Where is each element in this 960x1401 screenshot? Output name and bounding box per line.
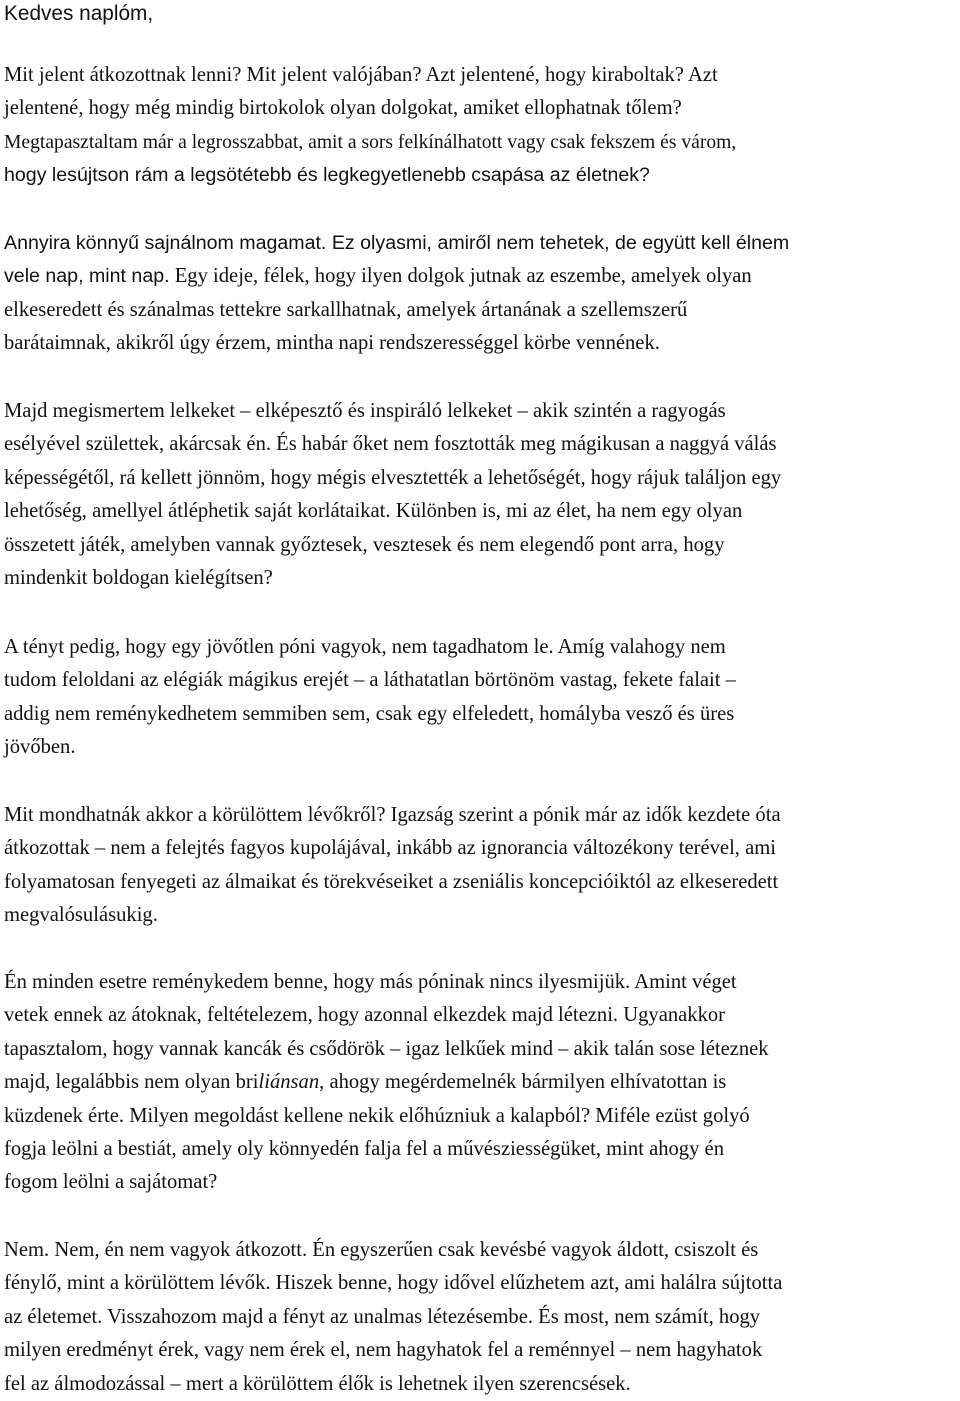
text-line: Nem. Nem, én nem vagyok átkozott. Én egyszerűen csak kevésbé vagyok áldott, csiszolt és [4,1239,759,1261]
paragraph-5 [4,799,781,933]
paragraph-3 [4,395,781,595]
text-line: addig nem reménykedhetem semmiben sem, csak egy elfeledett, homályba vesző és üres [4,702,735,725]
text-line: tapasztalom, hogy vannak kancák és csődörök – igaz lelkűek mind – akik talán sose léteznek [4,1037,769,1060]
text-run: Egy ideje, félek, hogy ilyen dolgok jutnak az eszembe, amelyek olyan [169,265,752,288]
text-line: barátaimnak, akikről úgy érzem, mintha napi rendszerességgel körbe vennének. [4,332,660,355]
text-line: összetett játék, amelyben vannak győztesek, vesztesek és nem elegendő pont arra, hogy [4,533,725,556]
text-line: lehetőség, amellyel átléphetik saját korlátaikat. Különben is, mi az élet, ha nem egy olyan [4,500,743,523]
text-line: jelentené, hogy még mindig birtokolok olyan dolgokat, amiket ellophatnak tőlem? [4,97,682,120]
text-line: fénylő, mint a körülöttem lévők. Hiszek benne, hogy idővel elűzhetem azt, ami halálra sújtotta [4,1272,783,1295]
text-line: képességétől, rá kellett jönnöm, hogy mégis elvesztették a lehetőségét, hogy rájuk találjon egy [4,466,782,489]
text-line: küzdenek érte. Milyen megoldást kellene nekik előhúzniuk a kalapból? Miféle ezüst golyó [4,1104,750,1127]
paragraph-2 [4,227,789,361]
text-line: az életemet. Visszahozom majd a fényt az unalmas létezésembe. És most, nem számít, hogy [4,1305,761,1328]
text-line: Én minden esetre reménykedem benne, hogy más póninak nincs ilyesmijük. Amint véget [4,971,737,993]
text-line: elkeseredett és szánalmas tettekre sarkallhatnak, amelyek ártanának a szellemszerű [4,298,688,321]
text-run: , ahogy megérdemelnék bármilyen elhívatottan is [319,1071,727,1094]
text-line: tudom feloldani az elégiák mágikus erejét – a láthatatlan börtönöm vastag, fekete falait – [4,669,736,692]
text-line: hogy lesújtson rám a legsötétebb és legkegyetlenebb csapása az életnek? [4,164,650,187]
text-line: Mit jelent átkozottnak lenni? Mit jelent valójában? Azt jelentené, hogy kiraboltak? Azt [4,64,718,86]
text-line [4,260,789,293]
text-line: megvalósulásukig. [4,904,158,927]
text-line: fel az álmodozással – mert a körülöttem élők is lehetnek ilyen szerencsések. [4,1372,631,1395]
text-line: folyamatosan fenyegeti az álmaikat és törekvéseiket a zseniális koncepcióiktól az elkeseredett [4,870,779,893]
italic-text-run: liánsan [258,1071,320,1094]
text-line: Megtapasztaltam már a legrosszabbat, amit a sors felkínálhatott vagy csak fekszem és várom, [4,131,737,153]
text-line: esélyével születtek, akárcsak én. És habár őket nem fosztották meg mágikusan a naggyá válás [4,433,777,456]
text-run: majd, legalábbis nem olyan bri [4,1071,259,1094]
text-line: fogom leölni a sajátomat? [4,1171,218,1194]
text-line: fogja leölni a bestiát, amely oly könnyedén falja fel a művésziességüket, mint ahogy én [4,1137,724,1160]
greeting: Kedves naplóm, [4,2,154,25]
text-line: vetek ennek az átoknak, feltételezem, hogy azonnal elkezdek majd létezni. Ugyanakkor [4,1004,726,1027]
text-run: vele nap, mint nap. [4,265,170,288]
text-line: A tényt pedig, hogy egy jövőtlen póni vagyok, nem tagadhatom le. Amíg valahogy nem [4,636,726,658]
text-line: Mit mondhatnák akkor a körülöttem lévőkről? Igazság szerint a pónik már az idők kezdete óta [4,804,781,826]
text-line: Majd megismertem lelkeket – elképesztő és inspiráló lelkeket – akik szintén a ragyogás [4,400,726,422]
paragraph-1 [4,59,736,193]
text-run: Ez olyasmi, amiről nem tehetek, de együtt kell élnem [326,232,790,254]
text-line: mindenkit boldogan kielégítsen? [4,566,273,589]
paragraph-7 [4,1234,782,1401]
text-line: jövőben. [4,736,76,759]
paragraph-4 [4,631,736,765]
text-run: Annyira könnyű sajnálnom magamat. [4,232,327,254]
text-line: átkozottak – nem a felejtés fagyos kupolájával, inkább az ignorancia változékony terével, ami [4,837,776,860]
text-line: milyen eredményt érek, vagy nem érek el, nem hagyhatok fel a reménnyel – nem hagyhatok [4,1339,763,1362]
paragraph-6 [4,966,769,1200]
text-line [4,1066,769,1099]
text-line [4,227,789,260]
